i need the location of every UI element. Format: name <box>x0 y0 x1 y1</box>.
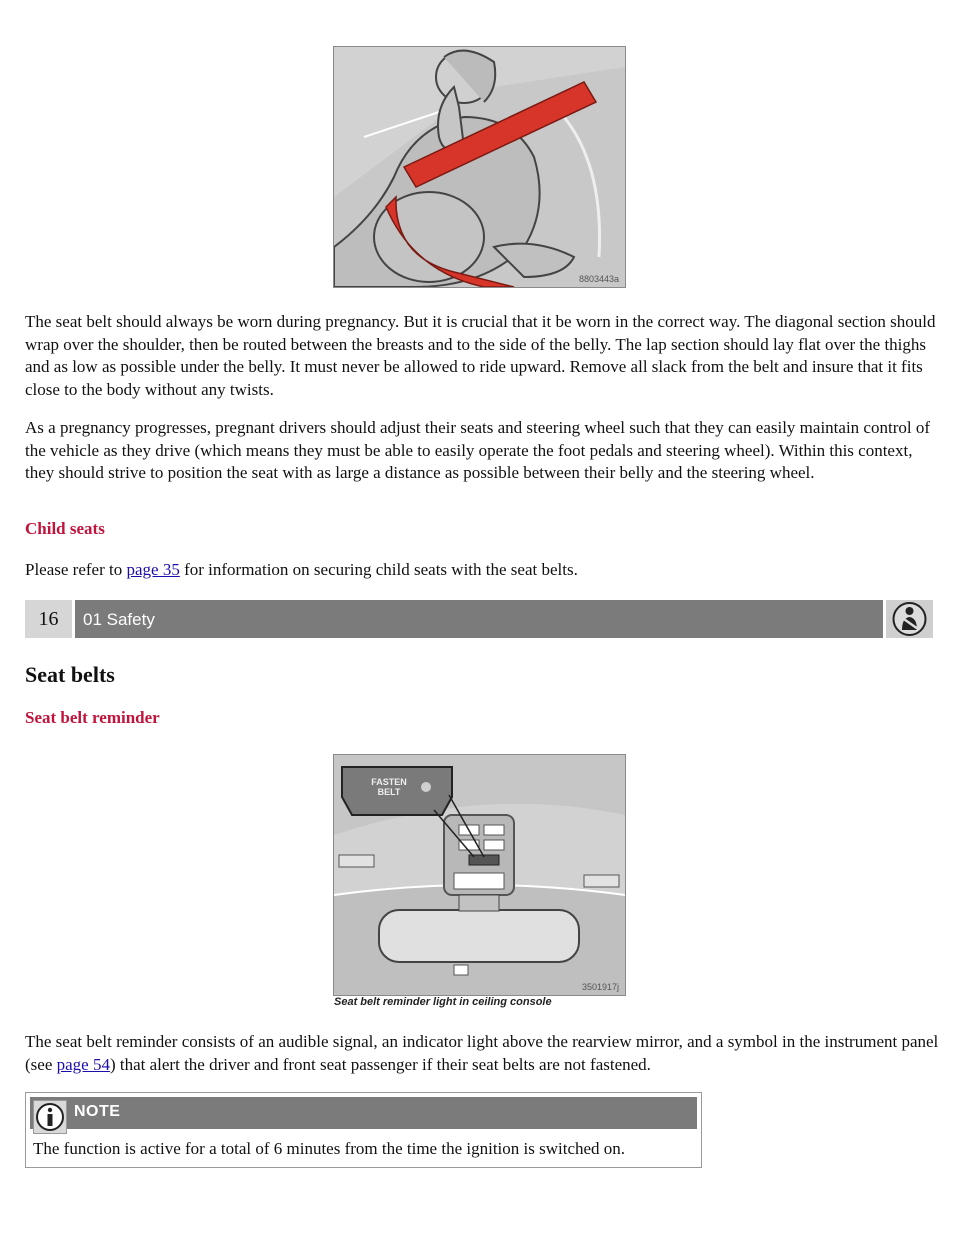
note-text: The function is active for a total of 6 minutes from the time the ignition is switched on. <box>33 1139 626 1158</box>
pregnancy-seat-belt-figure <box>333 46 626 288</box>
pregnancy-seat-belt-illustration <box>334 47 625 287</box>
fasten-label-line1: FASTEN <box>371 777 407 787</box>
figure-code: 3501917j <box>581 982 619 992</box>
page-54-link[interactable]: page 54 <box>56 1054 110 1074</box>
page-35-link[interactable]: page 35 <box>126 560 180 579</box>
section-subtitle: Seat belt reminder <box>25 708 160 727</box>
section-title: Seat belts <box>25 662 115 687</box>
page-number: 16 <box>25 600 72 638</box>
child-seats-paragraph <box>25 559 940 582</box>
info-icon <box>33 1100 67 1134</box>
reminder-text-before: The seat belt reminder consists of an audible signal, an indicator light above the rearview mirror, and a symbol in the instrument panel (see <box>25 1032 939 1074</box>
fasten-label-line2: BELT <box>377 787 401 797</box>
ceiling-console-figure <box>333 754 626 996</box>
seat-belt-icon <box>886 600 933 638</box>
figure-caption: Seat belt reminder light in ceiling console <box>334 996 552 1008</box>
note-header <box>30 1097 697 1129</box>
note-label: NOTE <box>74 1103 121 1120</box>
child-seats-text-after: for information on securing child seats with the seat belts. <box>179 560 578 579</box>
fasten-belt-label <box>356 777 422 797</box>
child-seats-heading: Child seats <box>25 519 105 538</box>
note-box <box>25 1092 702 1168</box>
seat-adjust-paragraph: As a pregnancy progresses, pregnant drivers should adjust their seats and steering wheel such that they can easily maintain control of the vehicle as they drive (which means they must be able to easily operate the foot pedals and steering wheel). Within this context, they should strive to position the seat with as large a distance as possible between their belly and the steering wheel. <box>25 418 930 482</box>
child-seats-text-before: Please refer to <box>25 560 127 579</box>
chapter-bar <box>25 600 933 638</box>
reminder-paragraph <box>25 1031 940 1076</box>
figure-code: 8803443a <box>578 274 619 284</box>
chapter-title: 01 Safety <box>75 600 883 638</box>
pregnancy-belt-paragraph: The seat belt should always be worn during pregnancy. But it is crucial that it be worn in the correct way. The diagonal section should wrap over the shoulder, then be routed between the breasts and to the side of the belly. The lap section should lay flat over the thighs and as low as possible under the belly. It must never be allowed to ride upward. Remove all slack from the belt and insure that it fits close to the body without any twists. <box>25 312 936 399</box>
reminder-text-after: ) that alert the driver and front seat passenger if their seat belts are not fastened. <box>109 1054 651 1074</box>
